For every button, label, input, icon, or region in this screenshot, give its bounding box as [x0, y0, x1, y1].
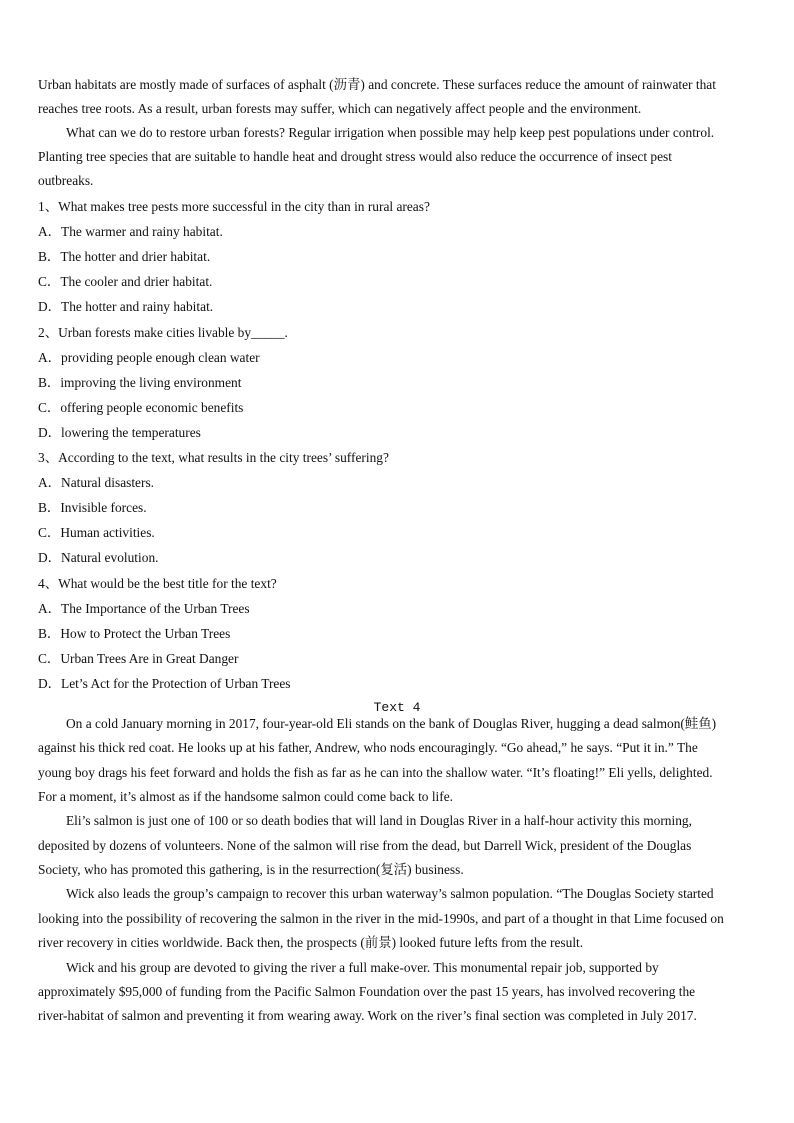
- question-stem: 1、What makes tree pests more successful in the city than in rural areas?: [38, 199, 430, 214]
- passage-line: Planting tree species that are suitable to handle heat and drought stress would also reduce the occurrence of insect pest: [38, 149, 672, 164]
- answer-option: B．How to Protect the Urban Trees: [38, 625, 231, 641]
- answer-option: B．improving the living environment: [38, 374, 242, 390]
- passage-line: deposited by dozens of volunteers. None of the salmon will rise from the dead, but Darrell Wick, president of the Douglas: [38, 837, 692, 853]
- section-title: Text 4: [373, 700, 421, 715]
- answer-option: C．Human activities.: [38, 525, 155, 541]
- passage-line: Urban habitats are mostly made of surfaces of asphalt (沥青) and concrete. These surfaces reduce the amount of rainwater that: [38, 77, 716, 92]
- answer-option: C．Urban Trees Are in Great Danger: [38, 650, 239, 666]
- passage-line: On a cold January morning in 2017, four-year-old Eli stands on the bank of Douglas River, hugging a dead salmon(鲑鱼): [66, 716, 717, 731]
- answer-option: B．The hotter and drier habitat.: [38, 249, 211, 265]
- passage-line: Eli’s salmon is just one of 100 or so death bodies that will land in Douglas River in a half-hour activity this morning,: [66, 813, 692, 829]
- passage-line: river-habitat of salmon and preventing it from wearing away. Work on the river’s final section was completed in July 2017.: [38, 1008, 697, 1024]
- answer-option: D．The hotter and rainy habitat.: [38, 299, 214, 315]
- passage-line: Wick also leads the group’s campaign to recover this urban waterway’s salmon population. “The Douglas Society started: [66, 886, 714, 902]
- passage-line: young boy drags his feet forward and holds the fish as far as he can into the shallow water. “It’s floating!” Eli yells, delighted.: [38, 764, 713, 780]
- passage-line: approximately $95,000 of funding from the Pacific Salmon Foundation over the past 15 years, has involved recovering the: [38, 983, 696, 999]
- passage-line: Wick and his group are devoted to giving the river a full make-over. This monumental repair job, supported by: [66, 959, 659, 975]
- answer-option: C．offering people economic benefits: [38, 399, 244, 415]
- question-stem: 3、According to the text, what results in the city trees’ suffering?: [38, 450, 389, 465]
- passage-line: Society, who has promoted this gathering, is in the resurrection(复活) business.: [38, 862, 464, 878]
- answer-option: D．lowering the temperatures: [38, 424, 201, 440]
- answer-option: D．Let’s Act for the Protection of Urban Trees: [38, 675, 291, 691]
- answer-option: A．The Importance of the Urban Trees: [38, 600, 250, 616]
- passage-line: looking into the possibility of recovering the salmon in the river in the mid-1990s, and part of a thought in that Lime focused on: [38, 910, 724, 926]
- passage-line: outbreaks.: [38, 173, 94, 188]
- answer-option: A．The warmer and rainy habitat.: [38, 224, 223, 240]
- passage-line: reaches tree roots. As a result, urban forests may suffer, which can negatively affect people and the environment.: [38, 101, 642, 116]
- question-stem: 4、What would be the best title for the text?: [38, 575, 277, 591]
- answer-option: D．Natural evolution.: [38, 550, 159, 566]
- answer-option: A．Natural disasters.: [38, 475, 155, 491]
- answer-option: B．Invisible forces.: [38, 500, 147, 516]
- passage-line: against his thick red coat. He looks up at his father, Andrew, who nods encouragingly. “Go ahead,” he says. “Put it in.” The: [38, 740, 698, 756]
- passage-line: For a moment, it’s almost as if the handsome salmon could come back to life.: [38, 789, 454, 805]
- answer-option: C．The cooler and drier habitat.: [38, 274, 213, 290]
- passage-line: river recovery in cities worldwide. Back then, the prospects (前景) looked future lefts from the result.: [38, 935, 584, 951]
- passage-line: What can we do to restore urban forests? Regular irrigation when possible may help keep pest populations under control.: [66, 125, 715, 140]
- question-stem: 2、Urban forests make cities livable by_____.: [38, 324, 288, 340]
- answer-option: A．providing people enough clean water: [38, 349, 260, 365]
